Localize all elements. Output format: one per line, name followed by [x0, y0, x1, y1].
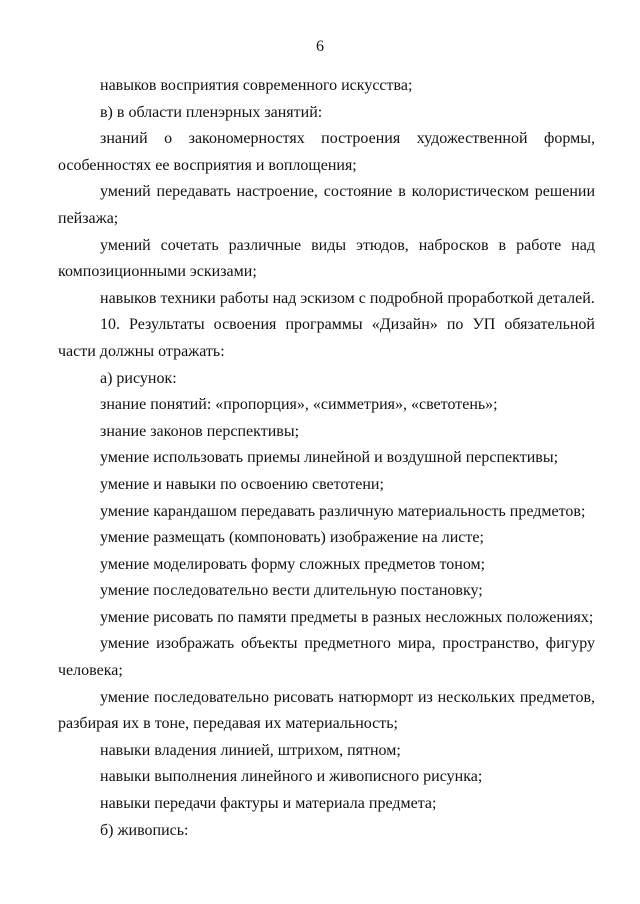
paragraph: умений передавать настроение, состояние в колористическом решении пейзажа;: [58, 183, 595, 227]
paragraph: 10. Результаты освоения программы «Дизайн» по УП обязательной части должны отражать:: [58, 316, 595, 360]
paragraph: навыки передачи фактуры и материала предмета;: [100, 795, 437, 813]
paragraph: знание понятий: «пропорция», «симметрия», «светотень»;: [100, 396, 498, 414]
paragraph: навыки выполнения линейного и живописного рисунка;: [100, 768, 483, 786]
document-body: [58, 73, 595, 844]
paragraph: знание законов перспективы;: [100, 422, 300, 440]
paragraph: б) живопись:: [100, 821, 189, 839]
paragraph: навыки владения линией, штрихом, пятном;: [100, 741, 401, 759]
paragraph: умение использовать приемы линейной и воздушной перспективы;: [100, 449, 559, 467]
paragraph: умение размещать (компоновать) изображение на листе;: [100, 529, 484, 547]
paragraph: умение последовательно вести длительную постановку;: [100, 582, 483, 600]
paragraph: умение изображать объекты предметного мира, пространство, фигуру человека;: [58, 635, 595, 680]
paragraph: умение карандашом передавать различную материальность предметов;: [100, 502, 586, 520]
paragraph: а) рисунок:: [100, 369, 177, 387]
paragraph: умение моделировать форму сложных предметов тоном;: [100, 555, 486, 573]
paragraph: знаний о закономерностях построения художественной формы, особенностях ее восприятия и воплощения;: [58, 130, 595, 174]
paragraph: умение и навыки по освоению светотени;: [100, 475, 384, 493]
paragraph: в) в области пленэрных занятий:: [100, 103, 323, 121]
paragraph: умение рисовать по памяти предметы в разных несложных положениях;: [100, 608, 594, 626]
paragraph: навыков восприятия современного искусства;: [100, 77, 413, 94]
paragraph: навыков техники работы над эскизом с подробной проработкой деталей.: [100, 289, 595, 307]
paragraph: умение последовательно рисовать натюрморт из нескольких предметов, разбирая их в тоне, передавая их материальность;: [58, 688, 595, 733]
paragraph: умений сочетать различные виды этюдов, набросков в работе над композиционными эскизами;: [58, 236, 595, 281]
page-number: 6: [316, 38, 324, 55]
